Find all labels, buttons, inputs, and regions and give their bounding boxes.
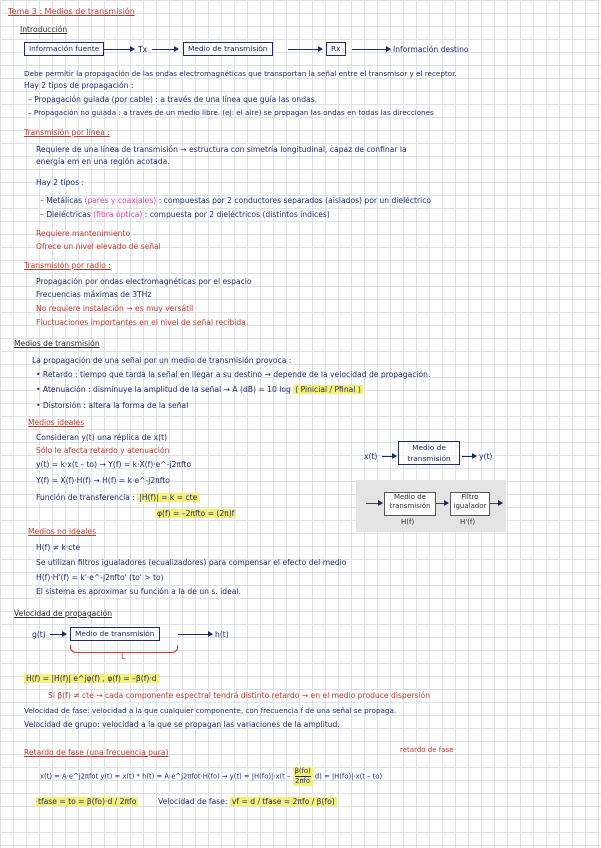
- phase-delay-formula: tfase = to = β(fo)·d / 2πfo: [38, 797, 137, 806]
- dielectric-label: – Dieléctricas: [40, 210, 91, 219]
- side-output: y(t): [479, 452, 493, 461]
- fig-filter-h: H'(f): [460, 518, 476, 526]
- phase-delay: [36, 797, 138, 807]
- guided-dielectric: [40, 210, 330, 220]
- equalizer-figure: [356, 480, 506, 532]
- velocity-arrow-in: [50, 634, 66, 635]
- velocity-output: h(t): [215, 630, 229, 639]
- velocity-medium-box: Medio de transmisión: [70, 627, 160, 641]
- guided-heading: Transmisión por línea :: [24, 128, 110, 137]
- velocity-eq: [24, 674, 159, 684]
- media-bullet-distortion: • Distorsión : altera la forma de la señal: [36, 401, 189, 410]
- phase-velocity-label: Velocidad de fase:: [158, 797, 228, 806]
- real-line-4: El sistema es aproximar su función a la de un s. ideal.: [36, 587, 241, 596]
- guided-red-1: Requiere mantenimiento: [36, 229, 131, 238]
- side-arrow-out: [462, 456, 476, 457]
- radio-heading: Transmisión por radio :: [24, 261, 111, 270]
- metalic-desc: : compuestas por 2 conductores separados (aislados) por un dieléctrico: [158, 196, 432, 205]
- side-medium-box: Medio de transmisión: [398, 441, 460, 465]
- diagram-destination: Información destino: [393, 45, 469, 54]
- fig-filter-box: Filtro igualador: [450, 492, 490, 516]
- radio-red-2: Fluctuaciones importantes en el nivel de señal recibida.: [36, 318, 249, 327]
- transfer-magnitude: |H(f)| = k = cte: [139, 493, 198, 502]
- diagram-medium-box: Medio de transmisión: [183, 42, 273, 56]
- pure-eq-tail: d) = |H(fo)|·x(t – to): [314, 772, 383, 781]
- pure-eq-fraction: [293, 767, 313, 786]
- metalic-examples: (pares y coaxiales): [84, 196, 157, 205]
- transfer-function: [36, 493, 199, 503]
- velocity-group-def: Velocidad de grupo: velocidad a la que se propagan las variaciones de la amplitud.: [24, 720, 340, 729]
- attenuation-formula: ( Pinicial / Pfinal ): [295, 385, 361, 394]
- metalic-label: – Metálicas: [40, 196, 83, 205]
- length-label: L: [121, 652, 126, 661]
- ideal-line-1: Consideran y(t) una réplica de x(t): [36, 433, 168, 442]
- guided-metalic: [40, 196, 431, 206]
- media-intro: La propagación de una señal por un medio de transmisión provoca :: [32, 356, 292, 365]
- ideal-heading: Medios ideales: [28, 418, 85, 427]
- dielectric-examples: (fibra óptica): [93, 210, 143, 219]
- page-title: Tema 3 : Medios de transmisión: [8, 7, 135, 16]
- ideal-eq-2: Y(f) = X(f)·H(f) → H(f) = k·e^-j2πfto: [36, 476, 170, 485]
- diagram-arrow-4: [352, 49, 390, 50]
- transfer-phase: [155, 509, 236, 519]
- delay-note: retardo de fase: [400, 746, 454, 754]
- guided-line-1: Requiere de una línea de transmisión → estructura con simetría longitudinal, capaz de confinar la: [36, 145, 407, 154]
- radio-red-1: No requiere instalación → es muy versátil: [36, 304, 194, 313]
- transfer-phase-formula: φ(f) = –2πfto = (2π)f: [157, 509, 235, 518]
- fig-arrow-out: [490, 503, 502, 504]
- transfer-label: Función de transferencia :: [36, 493, 135, 502]
- intro-heading: Introducción: [20, 25, 68, 34]
- velocity-phase-def: Velocidad de fase: velocidad a la que cualquier componente, con frecuencia f de una señal se propaga.: [24, 706, 397, 715]
- pure-eq-fraction-den: 2πfo: [295, 777, 311, 785]
- guided-red-2: Ofrece un nivel elevado de señal: [36, 242, 161, 251]
- intro-bullet-2: – Propagación no guiada : a través de un medio libre. (ej: el aire) se propagan las ondas en todas las direcciones: [28, 108, 434, 117]
- ideal-eq-1: y(t) = k·x(t – to) → Y(f) = k·X(f)·e^-j2πfto: [36, 460, 192, 469]
- fig-arrow-in: [366, 503, 382, 504]
- pure-heading: Retardo de fase (una frecuencia pura): [24, 748, 169, 757]
- fig-arrow-mid: [436, 503, 448, 504]
- phase-velocity: [158, 797, 337, 807]
- guided-line-2: energía em en una región acotada.: [36, 157, 170, 166]
- ideal-line-2: Sólo le afecta retardo y atenuación: [36, 446, 170, 455]
- diagram-arrow-3: [288, 49, 322, 50]
- media-bullet-delay: • Retardo : tiempo que tarda la señal en llegar a su destino → depende de la velocidad de propagación.: [36, 370, 431, 379]
- pure-eq-main: x(t) = A·e^j2πfot y(t) = x(t) * h(t) = A·e^j2πfot·H(fo) → y(t) = |H(fo)|·x(t –: [40, 772, 293, 781]
- velocity-arrow-out: [178, 634, 212, 635]
- intro-line-1: Debe permitir la propagación de las ondas electromagnéticas que transportan la señal entre el transmisor y el receptor.: [24, 69, 457, 78]
- fig-medium-box: Medio de transmisión: [384, 492, 436, 516]
- diagram-tx: Tx: [138, 45, 148, 54]
- pure-eq-fraction-num: β(fo): [294, 767, 311, 775]
- real-heading: Medios no ideales: [28, 527, 97, 536]
- radio-line-2: Frecuencias máximas de 3THz: [36, 290, 152, 299]
- diagram-rx-box: Rx: [326, 42, 346, 56]
- side-input: x(t): [364, 452, 378, 461]
- fig-medium-h: H(f): [401, 518, 415, 526]
- diagram-arrow-1: [104, 49, 134, 50]
- velocity-input: g(t): [32, 630, 46, 639]
- diagram-arrow-2: [152, 49, 178, 50]
- side-arrow-in: [382, 456, 396, 457]
- velocity-eq-formula: H(f) = |H(f)| e^jφ(f) , φ(f) = –β(f)·d: [26, 674, 157, 683]
- velocity-dispersion: Si β(f) ≠ cte → cada componente espectral tendrá distinto retardo → en el medio produce dispersión: [48, 691, 431, 700]
- guided-types: Hay 2 tipos :: [36, 178, 84, 187]
- media-heading: Medios de transmisión: [14, 339, 100, 348]
- pure-equation: [40, 767, 382, 786]
- real-line-3: H(f)·H'(f) = k'·e^-j2πfto' (to' > to): [36, 573, 164, 582]
- real-line-1: H(f) ≠ k·cte: [36, 543, 81, 552]
- intro-line-2: Hay 2 tipos de propagación :: [24, 81, 134, 90]
- radio-line-1: Propagación por ondas electromagnéticas por el espacio: [36, 277, 252, 286]
- intro-bullet-1: – Propagación guiada (por cable) : a través de una línea que guía las ondas.: [28, 95, 318, 104]
- diagram-source-box: Información fuente: [24, 42, 104, 56]
- media-bullet-attenuation: [36, 385, 363, 395]
- phase-velocity-formula: vf = d / tfase = 2πfo / β(fo): [231, 797, 335, 806]
- velocity-heading: Velocidad de propagación: [14, 609, 113, 618]
- attenuation-text: • Atenuación : disminuye la amplitud de la señal → A (dB) = 10 log: [36, 385, 291, 394]
- dielectric-desc: : compuesta por 2 dieléctricos (distintos índices): [144, 210, 330, 219]
- real-line-2: Se utilizan filtros igualadores (ecualizadores) para compensar el efecto del medio: [36, 558, 347, 567]
